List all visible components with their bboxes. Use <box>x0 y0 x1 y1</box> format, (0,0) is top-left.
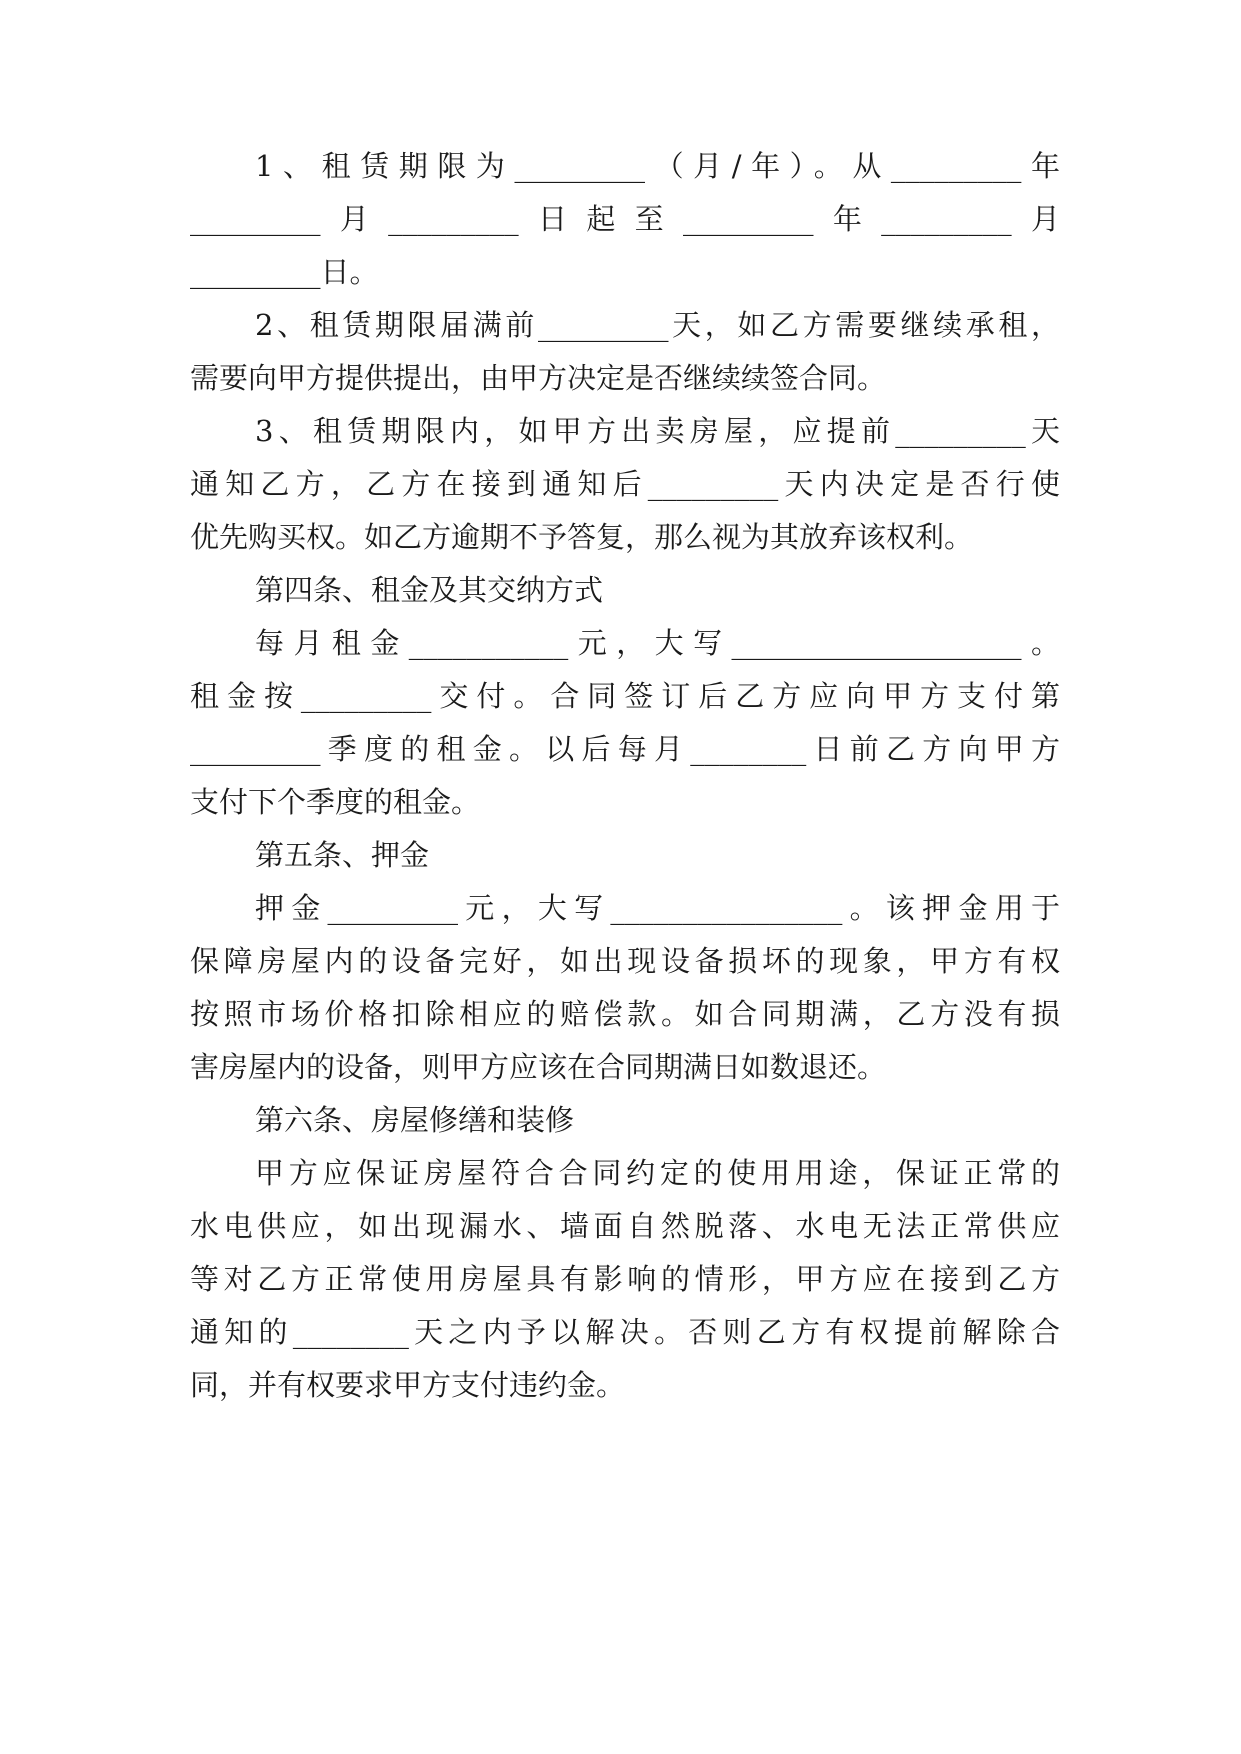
text-line: 3、租赁期限内，如甲方出卖房屋，应提前_________天 <box>255 414 1060 448</box>
text-line: 水电供应，如出现漏水、墙面自然脱落、水电无法正常供应 <box>190 1209 1060 1243</box>
text-line: 2、租赁期限届满前_________天，如乙方需要继续承租， <box>255 308 1060 342</box>
text-line: 押金_________元，大写________________。该押金用于 <box>255 891 1060 925</box>
text-line: _________月_________日起至_________年_________月 <box>190 202 1060 236</box>
text-line: 害房屋内的设备，则甲方应该在合同期满日如数退还。 <box>190 1050 887 1084</box>
text-line: 通知的________天之内予以解决。否则乙方有权提前解除合 <box>190 1315 1060 1349</box>
text-line: 租金按_________交付。合同签订后乙方应向甲方支付第 <box>190 679 1060 713</box>
section-heading: 第四条、租金及其交纳方式 <box>255 573 604 607</box>
text-line: 每月租金___________元，大写____________________。 <box>255 626 1060 660</box>
text-line: 支付下个季度的租金。 <box>190 785 481 819</box>
text-line: 甲方应保证房屋符合合同约定的使用用途，保证正常的 <box>255 1156 1060 1190</box>
text-line: _________日。 <box>190 255 379 289</box>
text-line: 优先购买权。如乙方逾期不予答复，那么视为其放弃该权利。 <box>190 520 974 554</box>
text-line: 同，并有权要求甲方支付违约金。 <box>190 1368 626 1402</box>
text-line: 保障房屋内的设备完好，如出现设备损坏的现象，甲方有权 <box>190 944 1060 978</box>
section-heading: 第五条、押金 <box>255 838 430 872</box>
text-line: 需要向甲方提供提出，由甲方决定是否继续续签合同。 <box>190 361 887 395</box>
text-line: 通知乙方，乙方在接到通知后_________天内决定是否行使 <box>190 467 1060 501</box>
section-heading: 第六条、房屋修缮和装修 <box>255 1103 575 1137</box>
text-line: 1、租赁期限为_________（月/年）。从_________年 <box>255 149 1060 183</box>
text-line: _________季度的租金。以后每月________日前乙方向甲方 <box>190 732 1060 766</box>
text-line: 等对乙方正常使用房屋具有影响的情形，甲方应在接到乙方 <box>190 1262 1060 1296</box>
text-line: 按照市场价格扣除相应的赔偿款。如合同期满，乙方没有损 <box>190 997 1060 1031</box>
